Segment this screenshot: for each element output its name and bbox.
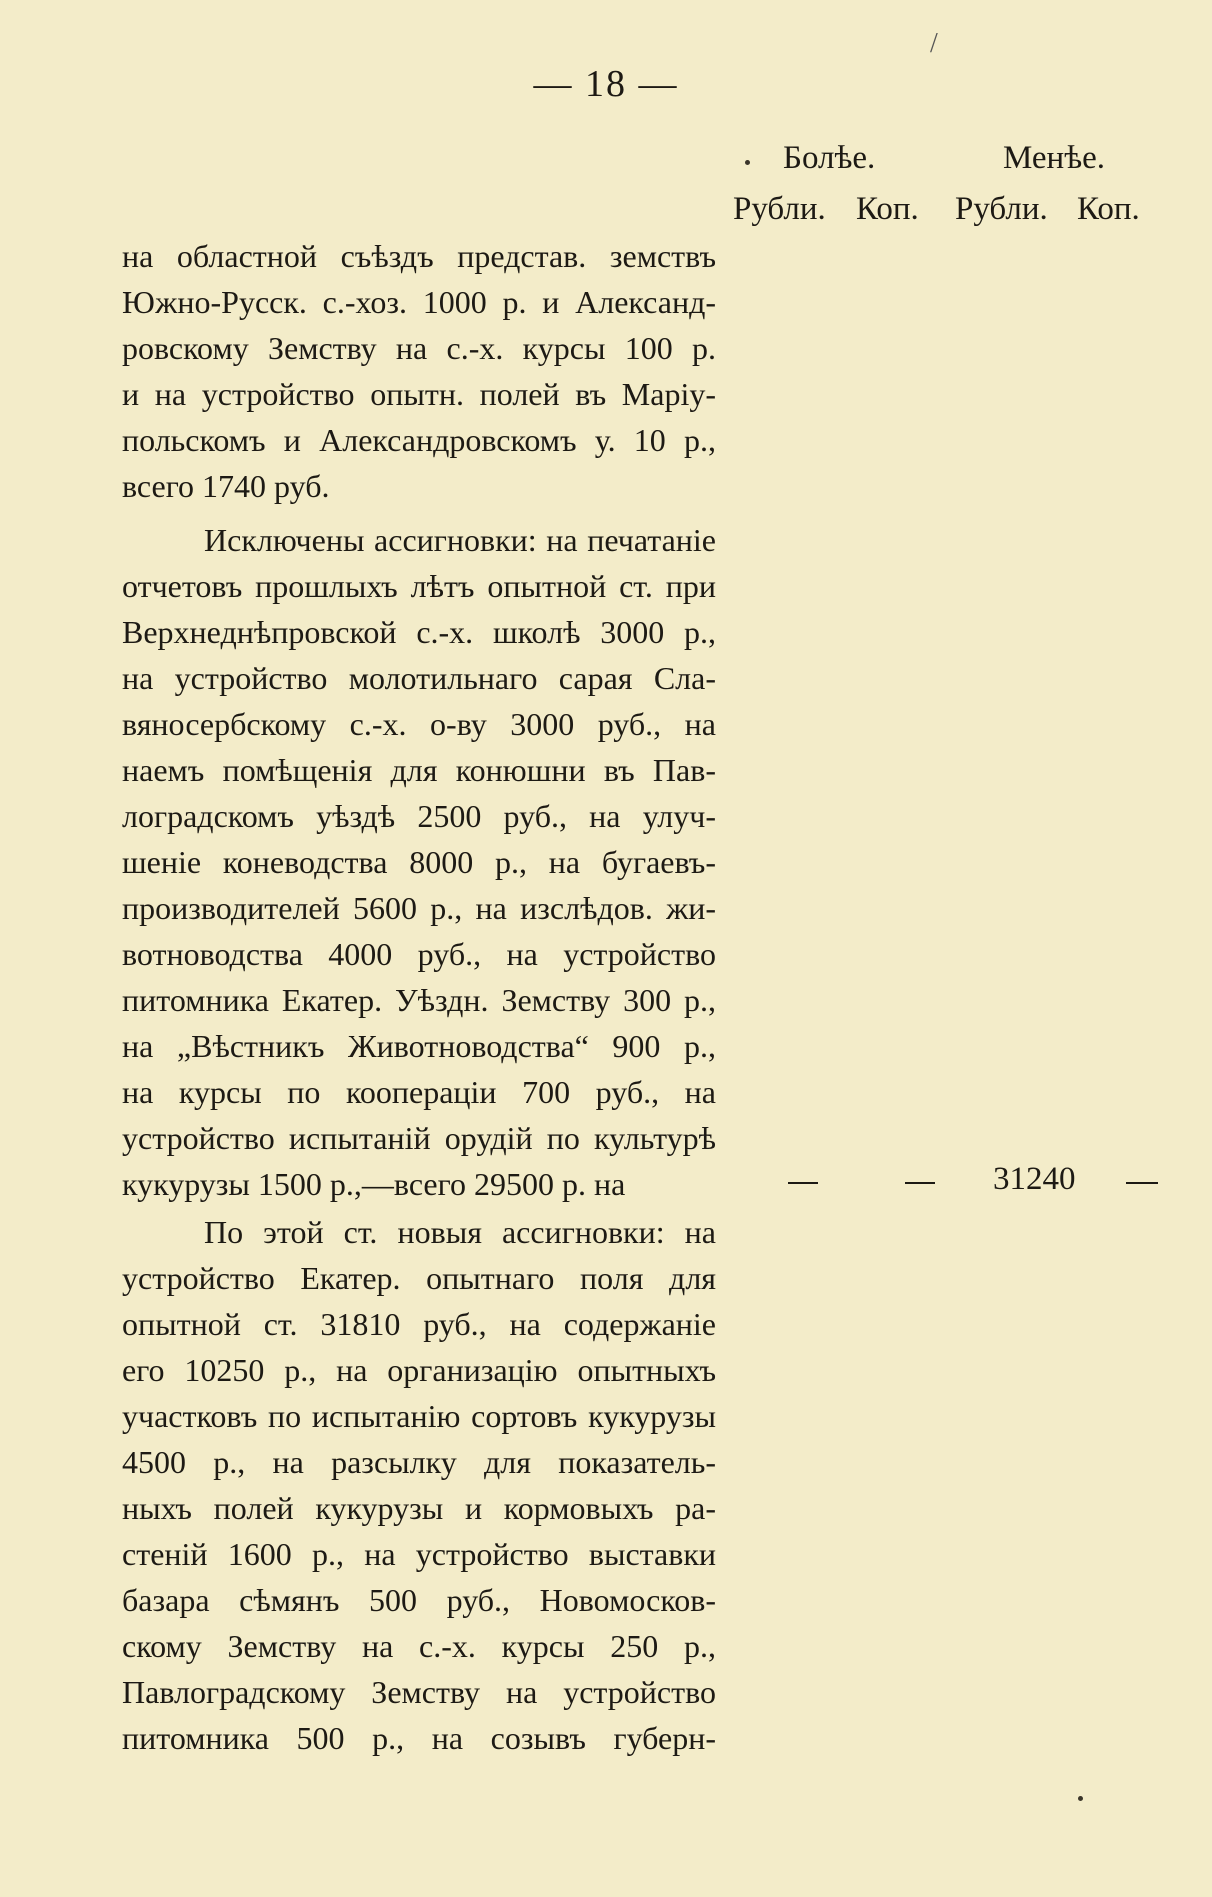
text-line: Исключены ассигновки: на печатаніе: [204, 522, 716, 558]
text-line: Южно-Русск. с.-хоз. 1000 р. и Александ-: [122, 284, 716, 320]
less-kopecks-dash: [1126, 1182, 1158, 1184]
text-line: производителей 5600 р., на изслѣдов. жи-: [122, 890, 716, 926]
text-line: его 10250 р., на организацію опытныхъ: [122, 1352, 716, 1388]
margin-speck: [745, 160, 750, 165]
text-line: питомника 500 р., на созывъ губерн-: [122, 1720, 716, 1756]
text-line: на областной съѣздъ представ. земствъ: [122, 238, 716, 274]
text-line: Павлоградскому Земству на устройство: [122, 1674, 716, 1710]
text-line: Верхнеднѣпровской с.-х. школѣ 3000 р.,: [122, 614, 716, 650]
text-line: польскомъ и Александровскомъ у. 10 р.,: [122, 422, 716, 458]
text-line: опытной ст. 31810 руб., на содержаніе: [122, 1306, 716, 1342]
more-kopecks-dash: [905, 1182, 935, 1184]
text-line: ровскому Земству на с.-х. курсы 100 р.: [122, 330, 716, 366]
text-line: вотноводства 4000 руб., на устройство: [122, 936, 716, 972]
more-rubles-dash: [788, 1182, 818, 1184]
text-line: на устройство молотильнаго сарая Сла-: [122, 660, 716, 696]
text-line: 4500 р., на разсылку для показатель-: [122, 1444, 716, 1480]
header-less-kopecks: Коп.: [1077, 191, 1140, 227]
header-less-rubles: Рубли.: [955, 191, 1048, 227]
text-line: стеній 1600 р., на устройство выставки: [122, 1536, 716, 1572]
text-line: базара сѣмянъ 500 руб., Новомосков-: [122, 1582, 716, 1618]
text-line: По этой ст. новыя ассигновки: на: [204, 1214, 716, 1250]
text-line: всего 1740 руб.: [122, 468, 330, 504]
text-line: питомника Екатер. Уѣздн. Земству 300 р.,: [122, 982, 716, 1018]
text-line: на курсы по коопераціи 700 руб., на: [122, 1074, 716, 1110]
text-line: на „Вѣстникъ Животноводства“ 900 р.,: [122, 1028, 716, 1064]
less-rubles-value: 31240: [993, 1161, 1076, 1197]
text-line: вяносербскому с.-х. о-ву 3000 руб., на: [122, 706, 716, 742]
text-line: и на устройство опытн. полей въ Маріу-: [122, 376, 716, 412]
header-more-kopecks: Коп.: [856, 191, 919, 227]
page-number: — 18 —: [533, 63, 679, 105]
header-more-rubles: Рубли.: [733, 191, 826, 227]
text-line: устройство испытаній орудій по культурѣ: [122, 1120, 716, 1156]
header-more: Болѣе.: [783, 140, 876, 176]
text-line: участковъ по испытанію сортовъ кукурузы: [122, 1398, 716, 1434]
text-line: наемъ помѣщенія для конюшни въ Пав-: [122, 752, 716, 788]
text-line: ныхъ полей кукурузы и кормовыхъ ра-: [122, 1490, 716, 1526]
margin-speck: [1078, 1796, 1083, 1801]
text-line: шеніе коневодства 8000 р., на бугаевъ-: [122, 844, 716, 880]
header-less: Менѣе.: [1003, 140, 1106, 176]
text-line: устройство Екатер. опытнаго поля для: [122, 1260, 716, 1296]
text-line: скому Земству на с.-х. курсы 250 р.,: [122, 1628, 716, 1664]
text-line: лоградскомъ уѣздѣ 2500 руб., на улуч-: [122, 798, 716, 834]
text-line: отчетовъ прошлыхъ лѣтъ опытной ст. при: [122, 568, 716, 604]
corner-pencil-mark: /: [930, 28, 938, 59]
text-line: кукурузы 1500 р.,—всего 29500 р. на: [122, 1166, 626, 1202]
